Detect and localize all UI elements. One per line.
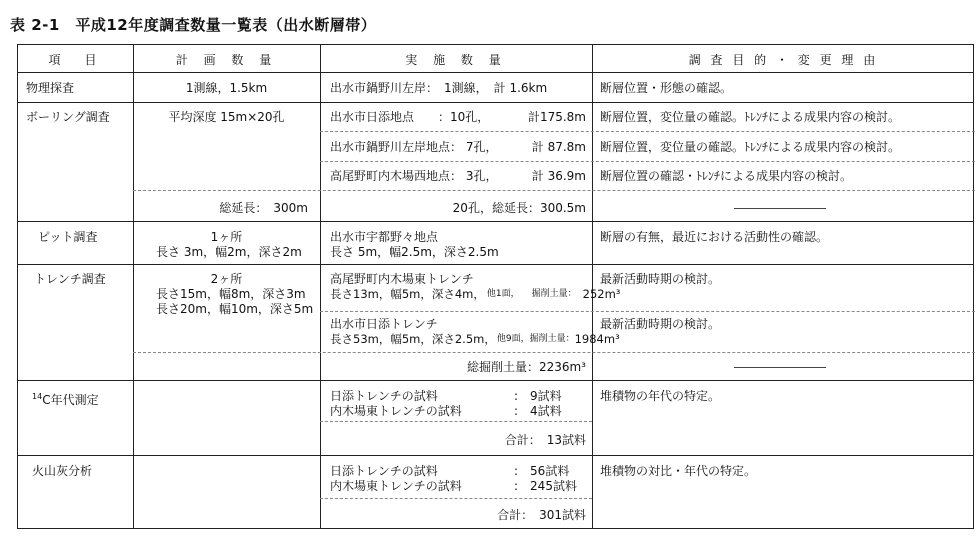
plan-boring-total: 総延長： 300m bbox=[219, 201, 308, 215]
item-volcanic-ash: 火山灰分析 bbox=[32, 464, 93, 478]
item-trench: トレンチ調査 bbox=[34, 272, 106, 286]
row-separator bbox=[18, 455, 973, 456]
empty-dash-mark bbox=[734, 367, 826, 368]
plan-pit-dimensions: 長さ 3m，幅2m，深さ2m bbox=[156, 245, 302, 259]
boring-site-location: 出水市日添地点 ：10孔， bbox=[330, 110, 490, 124]
purpose-ash: 堆積物の対比・年代の特定。 bbox=[600, 464, 757, 478]
ash-total: 合計： 301試料 bbox=[497, 508, 586, 522]
trench-name: 出水市日添トレンチ bbox=[330, 317, 438, 331]
trench-total-volume: 総掘削土量：2236m³ bbox=[466, 360, 586, 374]
plan-physical-survey: 1測線，1.5km bbox=[185, 81, 268, 95]
c14-label: C年代測定 bbox=[42, 393, 99, 407]
trench-volume-label: 掘削土量： bbox=[531, 289, 577, 299]
subrow-separator bbox=[320, 421, 592, 422]
item-pit: ピット調査 bbox=[38, 230, 98, 244]
subrow-separator bbox=[320, 131, 975, 132]
trench-name: 高尾野町内木場東トレンチ bbox=[330, 272, 474, 286]
trench-volume: 1984m³ bbox=[574, 332, 620, 346]
subrow-separator bbox=[320, 498, 592, 499]
c14-sample-name: 日添トレンチの試料 bbox=[330, 389, 438, 403]
subrow-separator bbox=[133, 190, 975, 191]
c14-sample-name: 内木場東トレンチの試料 bbox=[330, 404, 462, 418]
subrow-separator bbox=[133, 352, 975, 353]
c14-sample-count: : 9試料 bbox=[514, 389, 562, 403]
boring-site-total: 計 87.8m bbox=[531, 140, 586, 154]
item-c14-dating bbox=[32, 389, 99, 408]
item-boring: ボーリング調査 bbox=[26, 110, 110, 124]
trench-dims-text: 長さ53m，幅5m，深さ2.5m， bbox=[330, 332, 496, 346]
header-purpose: 調 査 目 的 ・ 変 更 理 由 bbox=[688, 53, 879, 67]
header-separator bbox=[18, 72, 973, 73]
boring-site-total: 計175.8m bbox=[527, 110, 586, 124]
ash-sample-name: 日添トレンチの試料 bbox=[330, 464, 438, 478]
c14-sample-count: : 4試料 bbox=[514, 404, 562, 418]
trench-extra-faces: 他1面， bbox=[486, 289, 520, 299]
boring-site-purpose: 断層位置，変位量の確認。ﾄﾚﾝﾁによる成果内容の検討。 bbox=[600, 110, 901, 124]
ash-sample-count: : 56試料 bbox=[514, 464, 570, 478]
impl-boring-total: 20孔，総延長：300.5m bbox=[452, 201, 586, 215]
boring-site-location: 出水市鍋野川左岸地点： 7孔， bbox=[330, 140, 498, 154]
trench-dimensions bbox=[330, 332, 620, 347]
plan-trench-dimensions: 長さ15m，幅8m，深さ3m bbox=[156, 287, 306, 301]
impl-pit-dimensions: 長さ 5m，幅2.5m，深さ2.5m bbox=[330, 245, 499, 259]
trench-dimensions bbox=[330, 287, 620, 302]
ash-sample-count: : 245試料 bbox=[514, 479, 577, 493]
purpose-c14: 堆積物の年代の特定。 bbox=[600, 389, 721, 403]
purpose-pit: 断層の有無，最近における活動性の確認。 bbox=[600, 230, 829, 244]
trench-volume-label: 掘削土量： bbox=[529, 334, 575, 344]
boring-site-total: 計 36.9m bbox=[531, 169, 586, 183]
boring-site-purpose: 断層位置の確認・ﾄﾚﾝﾁによる成果内容の検討。 bbox=[600, 169, 853, 183]
plan-trench-dimensions: 長さ20m，幅10m，深さ5m bbox=[156, 302, 314, 316]
impl-pit-location: 出水市宇都野々地点 bbox=[330, 230, 439, 244]
subrow-separator bbox=[320, 161, 975, 162]
trench-extra-faces: 他9面， bbox=[496, 334, 530, 344]
plan-trench-count: 2ヶ所 bbox=[210, 272, 243, 286]
boring-site-location: 高尾野町内木場西地点： 3孔， bbox=[330, 169, 498, 183]
trench-purpose: 最新活動時期の検討。 bbox=[600, 272, 721, 286]
row-separator bbox=[18, 264, 973, 265]
header-item: 項 目 bbox=[48, 53, 103, 67]
survey-quantity-table bbox=[17, 44, 974, 529]
plan-boring: 平均深度 15m×20孔 bbox=[168, 110, 285, 124]
row-separator bbox=[18, 102, 973, 103]
c14-total: 合計： 13試料 bbox=[504, 433, 586, 447]
c14-superscript: 14 bbox=[32, 392, 43, 401]
trench-purpose: 最新活動時期の検討。 bbox=[600, 317, 721, 331]
trench-volume: 252m³ bbox=[582, 287, 621, 301]
subrow-separator bbox=[320, 311, 975, 312]
boring-site-purpose: 断層位置，変位量の確認。ﾄﾚﾝﾁによる成果内容の検討。 bbox=[600, 140, 901, 154]
empty-dash-mark bbox=[734, 208, 826, 209]
header-plan: 計 画 数 量 bbox=[175, 53, 278, 67]
row-separator bbox=[18, 221, 973, 222]
row-separator bbox=[18, 380, 973, 381]
impl-physical-survey: 出水市鍋野川左岸： 1測線， 計 1.6km bbox=[330, 81, 548, 95]
purpose-physical-survey: 断層位置・形態の確認。 bbox=[600, 81, 733, 95]
table-title: 表 2-1 平成12年度調査数量一覧表（出水断層帯） bbox=[10, 16, 377, 34]
item-physical-survey: 物理探査 bbox=[26, 81, 75, 95]
ash-sample-name: 内木場東トレンチの試料 bbox=[330, 479, 462, 493]
plan-pit-count: 1ヶ所 bbox=[210, 230, 243, 244]
trench-dims-text: 長さ13m，幅5m，深さ4m， bbox=[330, 287, 485, 301]
header-implementation: 実 施 数 量 bbox=[405, 53, 507, 67]
